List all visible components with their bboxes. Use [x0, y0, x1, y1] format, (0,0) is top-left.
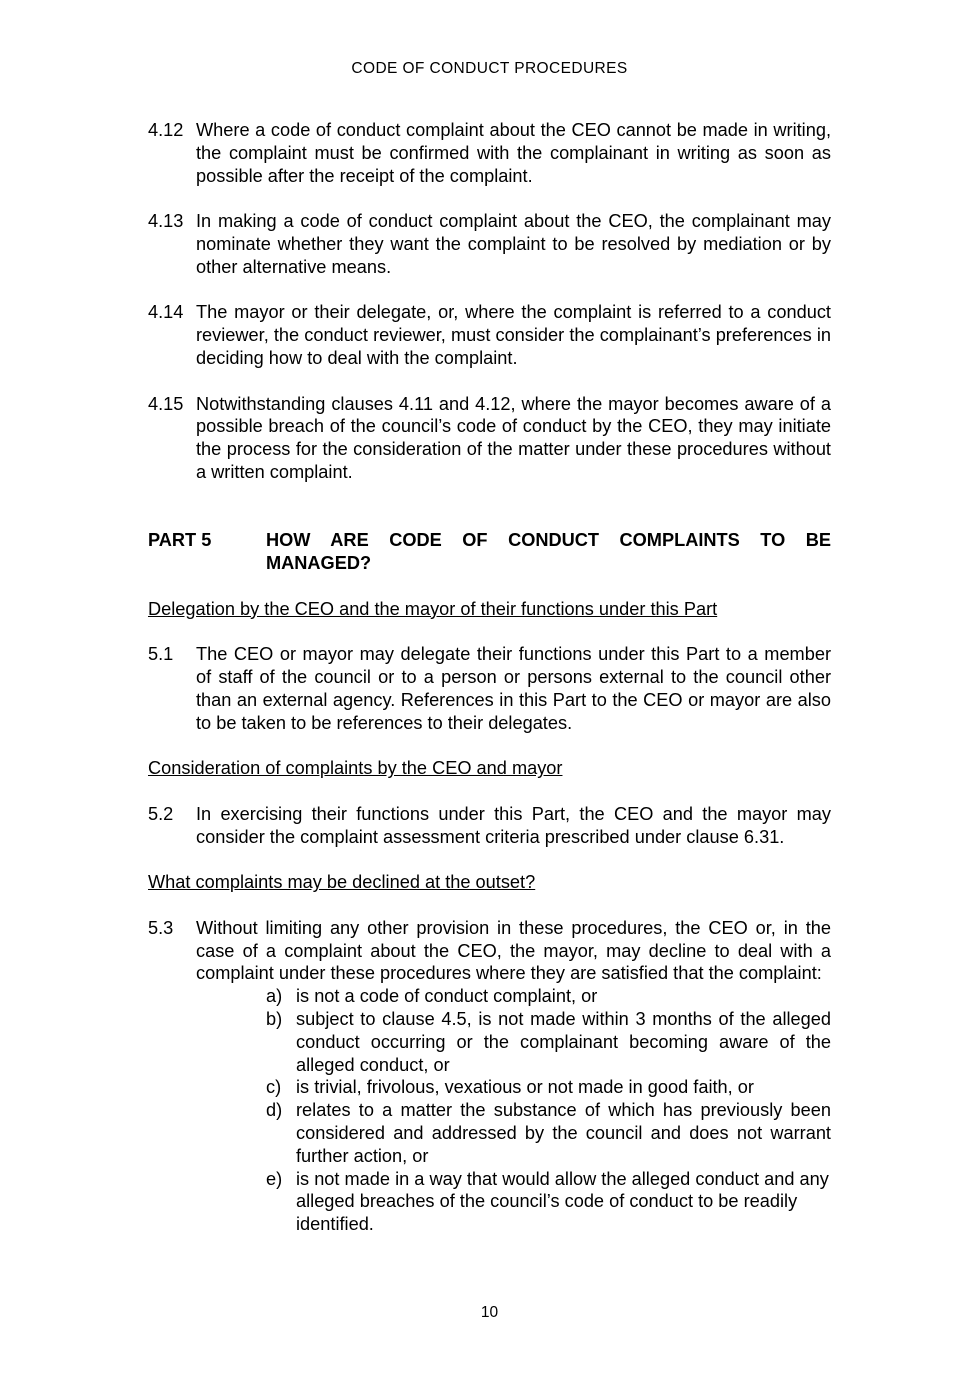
list-item-text: is not a code of conduct complaint, or	[296, 986, 598, 1007]
clause-5-1	[148, 643, 831, 734]
clause-text: The mayor or their delegate, or, where the complaint is referred to a conduct reviewer, the conduct reviewer, must consider the complainant’s preferences in deciding how to deal with the complaint.	[196, 302, 831, 368]
clause-number: 5.3	[148, 917, 174, 938]
clause-4-15	[148, 393, 831, 484]
section-heading-delegation: Delegation by the CEO and the mayor of their functions under this Part	[148, 598, 718, 619]
clause-number: 4.12	[148, 120, 184, 140]
clause-number: 4.14	[148, 302, 184, 323]
list-item	[266, 1099, 831, 1167]
part-title: HOW ARE CODE OF CONDUCT COMPLAINTS TO BE MANAGED?	[266, 530, 831, 574]
clause-5-3	[148, 917, 831, 1236]
list-item-letter: a)	[266, 986, 283, 1007]
list-item-text: subject to clause 4.5, is not made within 3 months of the alleged conduct occurring or the complainant becoming aware of the alleged conduct, or	[296, 1009, 831, 1075]
list-item-letter: c)	[266, 1077, 282, 1098]
list-item-letter: b)	[266, 1009, 283, 1030]
clause-text: In making a code of conduct complaint about the CEO, the complainant may nominate whether they want the complaint to be resolved by mediation or by other alternative means.	[196, 211, 831, 277]
clause-number: 4.15	[148, 393, 184, 414]
list-item	[266, 1076, 831, 1099]
part-5-heading	[148, 529, 831, 575]
clause-body	[196, 917, 831, 1236]
part-number: PART 5	[148, 530, 212, 551]
clause-4-12	[148, 119, 831, 187]
list-item-letter: e)	[266, 1168, 283, 1189]
list-item-text: is not made in a way that would allow the alleged conduct and any alleged breaches of the council’s code of conduct to be readily identified.	[296, 1168, 829, 1235]
clause-number: 5.1	[148, 644, 174, 665]
running-header: CODE OF CONDUCT PROCEDURES	[351, 60, 628, 77]
section-heading-declined: What complaints may be declined at the outset?	[148, 872, 536, 893]
page-content	[148, 119, 831, 1236]
list-item	[266, 1008, 831, 1076]
clause-number: 4.13	[148, 211, 184, 232]
page-number: 10	[480, 1304, 499, 1321]
clause-text: The CEO or mayor may delegate their functions under this Part to a member of staff of the council or to a person or persons external to the council other than an external agency. References in this Part to the CEO or mayor are also to be taken to be references to their delegates.	[196, 644, 831, 733]
clause-4-13	[148, 210, 831, 278]
list-item-text: is trivial, frivolous, vexatious or not made in good faith, or	[296, 1077, 754, 1098]
clause-text: Without limiting any other provision in these procedures, the CEO or, in the case of a complaint about the CEO, the mayor, may decline to deal with a complaint under these procedures where they are satisfied that the complaint:	[196, 917, 831, 984]
list-item-text: relates to a matter the substance of which has previously been considered and addressed by the council and does not warrant further action, or	[296, 1100, 831, 1166]
clause-text: In exercising their functions under this Part, the CEO and the mayor may consider the complaint assessment criteria prescribed under clause 6.31.	[196, 803, 831, 847]
clause-text: Where a code of conduct complaint about the CEO cannot be made in writing, the complaint must be confirmed with the complainant in writing as soon as possible after the receipt of the complaint.	[196, 120, 831, 186]
clause-text: Notwithstanding clauses 4.11 and 4.12, where the mayor becomes aware of a possible breach of the council’s code of conduct by the CEO, they may initiate the process for the consideration of the matter under these procedures without a written complaint.	[196, 393, 831, 482]
list-item	[266, 985, 831, 1008]
list-item	[266, 1168, 831, 1236]
clause-4-14	[148, 301, 831, 369]
clause-5-2	[148, 803, 831, 849]
section-heading-consideration: Consideration of complaints by the CEO and mayor	[148, 758, 563, 779]
clause-number: 5.2	[148, 803, 174, 824]
list-item-letter: d)	[266, 1100, 283, 1121]
sub-clause-list	[266, 985, 831, 1236]
